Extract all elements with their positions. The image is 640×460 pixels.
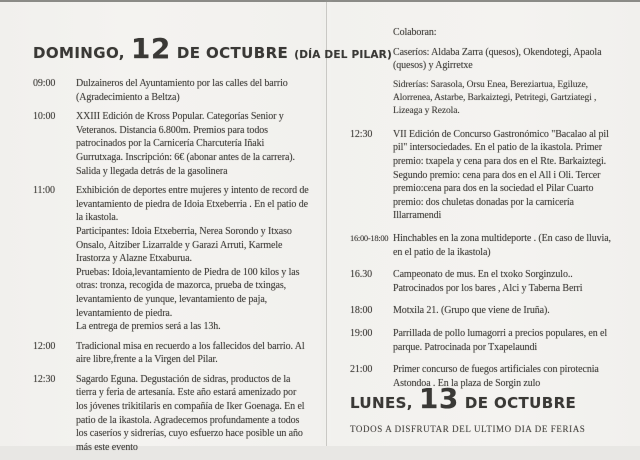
event-paragraph: Campeonato de mus. En el txoko Sorginzulo.. Patrocinados por los bares , Alci y Taberna Berri — [393, 269, 583, 294]
event-row-1230-right — [350, 128, 622, 223]
event-row-1900 — [350, 327, 622, 354]
collaborators-sidrerias: Sidrerías: Sarasola, Orsu Enea, Bereziartua, Egiluze, Alorrenea, Astarbe, Barkaiztegi, Petritegi, Gartziategi , Lizeaga y Rezola. — [393, 79, 597, 116]
event-paragraph: Parrillada de pollo lumagorri a precios populares, en el parque. Patrocinada por Txapelaundi — [393, 327, 608, 353]
event-paragraph: Pruebas: Idoia,levantamiento de Piedra de 100 kilos y las otras: tronza, recogida de mazorca, prueba de txingas, levantamiento de yunque, levantamiento de paja, levantamiento de piedra. — [76, 266, 300, 319]
day-name: LUNES, — [350, 394, 413, 412]
month-label: DE OCTUBRE — [176, 44, 289, 62]
event-description — [393, 268, 622, 295]
closing-tagline: TODOS A DISFRUTAR DEL ULTIMO DIA DE FERIAS — [350, 424, 586, 434]
event-description — [76, 373, 309, 455]
event-paragraph: La entrega de premios será a las 13h. — [76, 321, 221, 333]
event-description — [393, 232, 622, 259]
event-time: 12:00 — [33, 340, 56, 352]
event-time: 18:00 — [350, 305, 373, 317]
event-time: 16.30 — [350, 269, 373, 281]
event-paragraph: Tradicional misa en recuerdo a los fallecidos del barrio. Al aire libre,frente a la Virgen del Pilar. — [76, 340, 305, 366]
event-paragraph: VII Edición de Concurso Gastronómico "Bacalao al pil pil" intersociedades. En el patio de la ikastola. Primer premio: txapela y cena para dos en el Rte. Barkaiztegi. Segundo premio: cena para dos en el All i Oli. Tercer premio:cena para dos en la sociedad el Pilar Cuarto premio: dos chuletas donadas por la carnicería Illarramendi — [393, 128, 609, 222]
page-title-lunes — [350, 382, 622, 415]
event-time: 10:00 — [33, 111, 56, 123]
event-description — [76, 184, 309, 334]
page-title-domingo — [33, 32, 392, 65]
event-paragraph: Dulzaineros del Ayuntamiento por las calles del barrio — [76, 78, 288, 89]
event-row-1600-1800 — [350, 232, 622, 259]
event-row-1230-left — [33, 373, 309, 455]
month-label: DE OCTUBRE — [464, 394, 577, 412]
event-description — [76, 110, 309, 178]
day-name: DOMINGO, — [33, 44, 125, 62]
event-time: 21:00 — [350, 364, 373, 376]
event-row-0900 — [33, 77, 309, 104]
event-row-1630 — [350, 268, 622, 295]
event-paragraph: Motxila 21. (Grupo que viene de Iruña). — [393, 305, 550, 317]
collaborators-block — [393, 26, 622, 118]
event-description — [393, 327, 622, 354]
event-description — [76, 77, 309, 104]
event-row-1200 — [33, 340, 309, 367]
event-paragraph: Sagardo Eguna. Degustación de sidras, productos de la tierra y feria de artesanía. Este año estará amenizado por los jóvenes trikitilaris en compañía de Iker Goenaga. En el patio de la ikastola. Agradecemos profundamente a todos los caseríos y sidrerías, cuyo esfuerzo hace posible un año más este evento — [76, 373, 305, 453]
event-time: 19:00 — [350, 327, 373, 339]
event-row-1100 — [33, 184, 309, 334]
event-time: 12:30 — [33, 373, 56, 385]
footer-lunes — [350, 382, 622, 434]
page-spine-divider — [326, 2, 327, 446]
collaborators-heading: Colaboran: — [393, 27, 437, 38]
event-row-1800 — [350, 304, 622, 318]
event-time: 09:00 — [33, 78, 56, 89]
right-schedule — [350, 128, 622, 391]
event-row-1000 — [33, 110, 309, 178]
day-number: 12 — [130, 32, 171, 65]
event-time: 16:00-18:00 — [350, 232, 389, 243]
event-paragraph: XXIII Edición de Kross Popular. Categorías Senior y Veteranos. Distancia 6.800m. Premios para todos patrocinados por la Carnicería Charcutería Iñaki Gurrutxaga. Inscripción: 6€ (abonar antes de la carrera). Salida y llegada detrás de la gasolinera — [76, 111, 295, 177]
event-time: 12:30 — [350, 128, 373, 140]
event-description — [393, 128, 622, 223]
collaborators-caserios: Caseríos: Aldaba Zarra (quesos), Okendotegi, Apaola (quesos) y Agirretxe — [393, 46, 602, 72]
day-number: 13 — [418, 382, 459, 415]
event-description — [393, 304, 622, 318]
day-annotation: (DÍA DEL PILAR) — [294, 49, 392, 61]
right-page — [350, 26, 622, 399]
event-paragraph: Primer concurso de fuegos artificiales con pirotecnia Astondoa . En la plaza de Sorgin zulo — [393, 364, 599, 389]
event-description — [76, 340, 309, 367]
event-time: 11:00 — [33, 185, 55, 197]
event-paragraph: Participantes: Idoia Etxeberria, Nerea Sorondo y Itxaso Onsalo, Aitziber Lizarralde y Garazi Arruti, Karmele Irastorza y Alazne Etxaburua. — [76, 225, 292, 265]
left-schedule — [33, 77, 309, 454]
event-paragraph: (Agradecimiento a Beltza) — [76, 91, 180, 103]
event-paragraph: Exhibición de deportes entre mujeres y intento de record de levantamiento de piedra de Idoia Etxeberria . En el patio de la ikastola. — [76, 185, 309, 224]
event-paragraph: Hinchables en la zona multideporte . (En caso de lluvia, en el patio de la ikastola) — [393, 232, 611, 258]
